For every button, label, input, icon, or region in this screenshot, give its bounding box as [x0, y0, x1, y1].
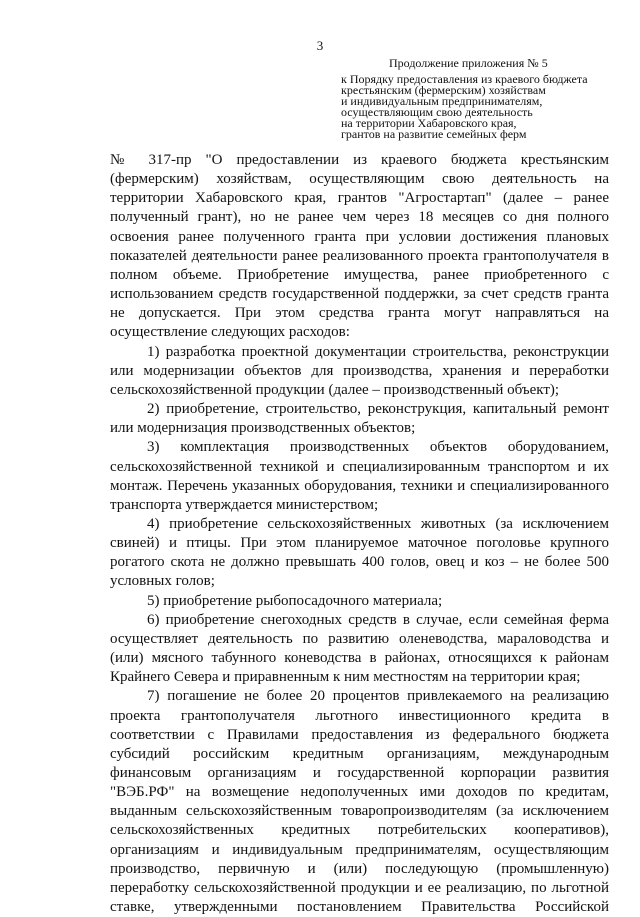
- page-number: 3: [316, 38, 324, 53]
- appendix-line: грантов на развитие семейных ферм: [341, 127, 527, 141]
- paragraph-item-6: 6) приобретение снегоходных средств в случае, если семейная ферма осуществляет деятельность по развитию оленеводства, мараловодства и (или) мясного табунного коневодства в районах, относящихся к районам Крайнего Севера и приравненным к ним местностям на территории края;: [110, 611, 609, 686]
- paragraph-continuation: № 317-пр "О предоставлении из краевого бюджета крестьянским (фермерским) хозяйствам, осуществляющим свою деятельность на территории Хабаровского края, грантов "Агростартап" (далее – ранее полученный грант), но не ранее чем через 18 месяцев со дня полного освоения ранее полученного гранта при условии достижения плановых показателей деятельности ранее реализованного проекта грантополучателя в полном объеме. Приобретение имущества, ранее приобретенного с использованием средств государственной поддержки, за счет средств гранта не допускается. При этом средства гранта могут направляться на осуществление следующих расходов:: [110, 152, 609, 341]
- appendix-line: осуществляющим свою деятельность: [341, 105, 533, 119]
- appendix-title: Продолжение приложения № 5: [389, 56, 548, 70]
- paragraph-item-7: 7) погашение не более 20 процентов привлекаемого на реализацию проекта грантополучателя льготного инвестиционного кредита в соответствии с Правилами предоставления из федерального бюджета субсидий российским кредитным организациям, международным финансовым организациям и государственной корпорации развития "ВЭБ.РФ" на возмещение недополученных ими доходов по кредитам, выданным сельскохозяйственным товаропроизводителям (за исключением сельскохозяйственных кредитных потребительских кооперативов), организациям и индивидуальным предпринимателям, осуществляющим производство, первичную и (или) последующую (промышленную) переработку сельскохозяйственной продукции и ее реализацию, по льготной ставке, утвержденными постановлением Правительства Российской: [110, 688, 609, 916]
- paragraph-item-2: 2) приобретение, строительство, реконструкция, капитальный ремонт или модернизация производственных объектов;: [110, 401, 609, 437]
- paragraph-item-3: 3) комплектация производственных объектов оборудованием, сельскохозяйственной техникой и специализированным транспортом и их монтаж. Перечень указанных оборудования, техники и специализированного транспорта утверждается министерством;: [110, 439, 609, 513]
- paragraph-item-1: 1) разработка проектной документации строительства, реконструкции или модернизации объектов для производства, хранения и переработки сельскохозяйственной продукции (далее – производственный объект);: [110, 343, 609, 398]
- appendix-line: крестьянским (фермерским) хозяйствам: [341, 83, 546, 97]
- paragraph-item-4: 4) приобретение сельскохозяйственных животных (за исключением свиней) и птицы. При этом планируемое маточное поголовье крупного рогатого скота не должно превышать 400 голов, овец и коз – не более 500 условных голов;: [110, 515, 609, 590]
- paragraph-item-5: 5) приобретение рыбопосадочного материала;: [147, 592, 443, 609]
- document-body: [110, 151, 609, 917]
- appendix-line: к Порядку предоставления из краевого бюджета: [341, 72, 588, 86]
- appendix-line: и индивидуальным предпринимателям,: [341, 94, 543, 108]
- appendix-header: [341, 58, 631, 140]
- appendix-line: на территории Хабаровского края,: [341, 116, 517, 130]
